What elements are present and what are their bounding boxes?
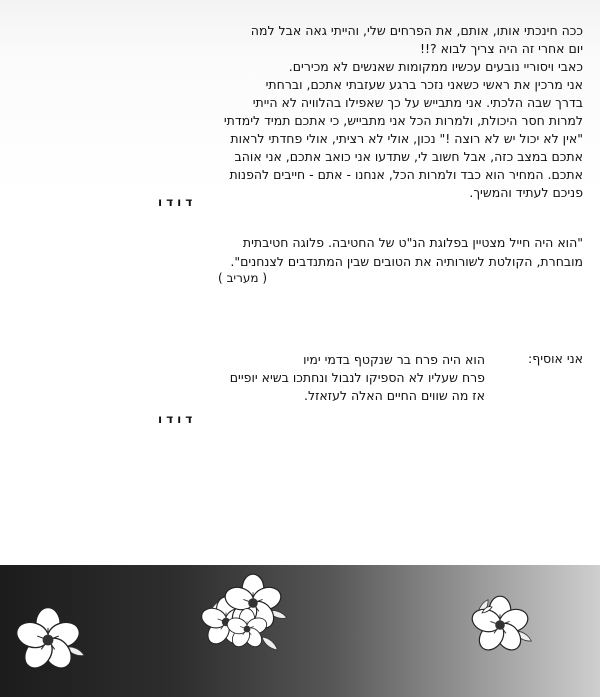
addition-label: אני אוסיף: [527,351,583,366]
letter-signature: דודו [158,195,197,209]
flower-icon [199,574,288,652]
addition-signature: דודו [158,412,197,426]
flower-icon [13,608,85,674]
quote-source: ( מעריב ) [218,271,268,285]
letter-line: אני מרכין את ראשי כשאני נזכר ברגע שעזבתי אתכם, וברחתי [265,77,583,92]
letter-line: אתכם במצב כזה, אבל חשוב לי, שתדעו אני כואב אתכם, אני אוהב [234,149,583,164]
letter-line: ככה חינכתי אותו, אותם, את הפרחים שלי, והייתי גאה אבל למה [250,23,583,38]
addition-poem [230,351,485,405]
letter-line: כאבי ויסוריי נובעים עכשיו ממקומות שאנשים לא מכירים. [288,59,583,74]
quote-line: מובחרת, הקולטת לשורותיה את הטובים שבין המתנדבים לצנחנים". [230,254,583,269]
poem-line: הוא היה פרח בר שנקטף בדמי ימיו [303,352,485,367]
flower-border [0,565,600,697]
letter-line: פניכם לעתיד והמשיך. [469,185,583,200]
quote-line: "הוא היה חייל מצטיין בפלוגת הנ"ט של החטיבה. פלוגה חטיבתית [242,235,583,250]
letter-line: יום אחרי זה היה צריך לבוא ?!! [419,41,583,56]
flower-border-art [0,565,600,697]
flower-icon [469,596,533,654]
poem-line: אז מה שווים החיים האלה לעזאזל. [304,388,485,403]
letter-line: "אין לא יכול יש לא רוצה !" נכון, אולי לא רציתי, אולי פחדתי לראות [230,131,583,146]
poem-line: פרח שעליו לא הספיקו לנבול ונחתכו בשיא יופיים [229,370,485,385]
letter-line: למרות חסר היכולת, ולמרות הכל אני מתבייש, כי אתכם תמיד לימדתי [223,113,583,128]
letter-line: בדרך שבה הלכתי. אני מתבייש על כך שאפילו בהלוויה לא הייתי [252,95,583,110]
letter-body [143,22,583,202]
newspaper-quote [63,233,583,271]
letter-line: אתכם. המחיר הוא כבד ולמרות הכל, אנחנו - אתם - חייבים להפנות [229,167,583,182]
